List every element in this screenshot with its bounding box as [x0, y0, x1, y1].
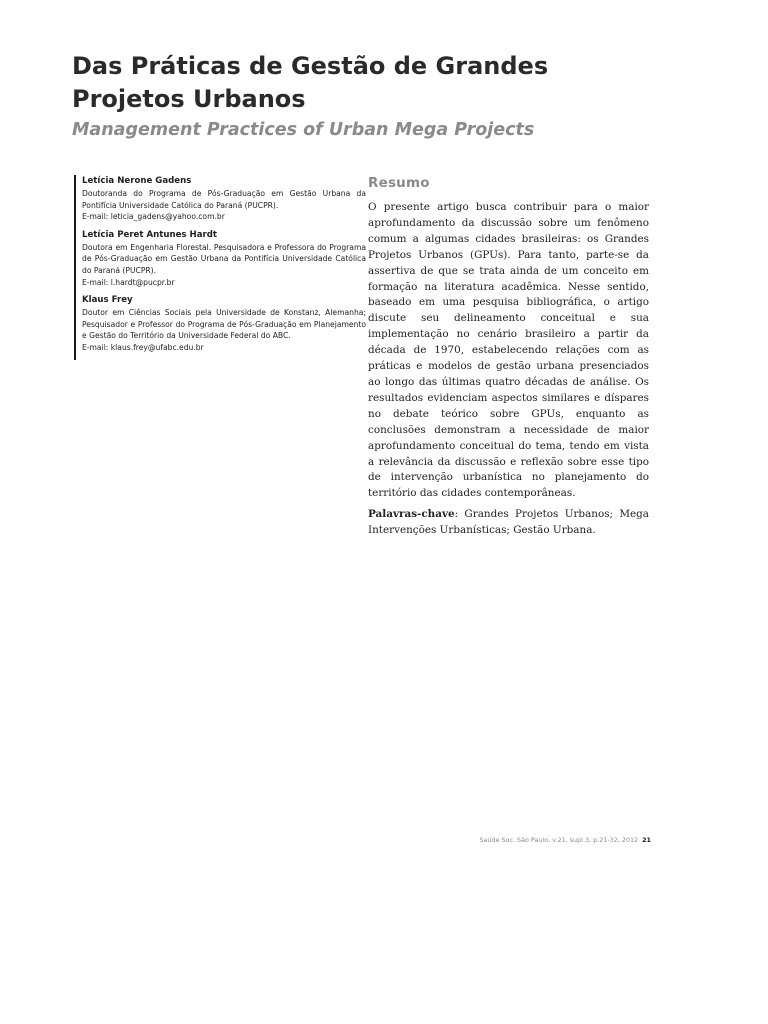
article-title: Das Práticas de Gestão de Grandes Projetos Urbanos	[72, 52, 549, 113]
author-affiliation: Doutoranda do Programa de Pós-Graduação em Gestão Urbana da Pontifícia Universidade Católica do Paraná (PUCPR).	[82, 189, 366, 210]
author-email: E-mail: leticia_gadens@yahoo.com.br	[82, 212, 225, 222]
author-affiliation: Doutor em Ciências Sociais pela Universidade de Konstanz, Alemanha; Pesquisador e Professor do Programa de Pós-Graduação em Planejamento e Gestão do Território da Universidade Federal do ABC.	[82, 308, 366, 341]
keywords-list: : Grandes Projetos Urbanos; Mega Intervenções Urbanísticas; Gestão Urbana.	[368, 508, 649, 536]
author-name: Letícia Nerone Gadens	[82, 176, 192, 186]
author-email: E-mail: l.hardt@pucpr.br	[82, 277, 175, 287]
journal-citation: Saúde Soc. São Paulo, v.21, supl.3, p.21-32, 2012	[479, 836, 639, 844]
keywords-label: Palavras-chave	[368, 508, 455, 520]
author-entry	[82, 294, 366, 353]
article-subtitle: Management Practices of Urban Mega Projects	[72, 120, 535, 140]
author-name: Letícia Peret Antunes Hardt	[82, 229, 218, 240]
page-number: 21	[642, 836, 651, 844]
author-entry	[82, 175, 366, 223]
abstract-heading: Resumo	[368, 175, 430, 191]
author-affiliation: Doutora em Engenharia Florestal. Pesquisadora e Professora do Programa de Pós-Graduação em Gestão Urbana da Pontifícia Universidade Católica do Paraná (PUCPR).	[82, 242, 366, 275]
author-name: Klaus Frey	[82, 295, 133, 306]
author-entry	[82, 229, 366, 288]
abstract-text: O presente artigo busca contribuir para o maior aprofundamento da discussão sobre um fenômeno comum a algumas cidades brasileiras: os Grandes Projetos Urbanos (GPUs). Para tanto, parte-se da assertiva de que se trata ainda de um conceito em formação na literatura acadêmica. Nesse sentido, baseado em uma pesquisa bibliográfica, o artigo discute seu delineamento conceitual e sua implementação no cenário brasileiro a partir da década de 1970, estabelecendo relações com as práticas e modelos de gestão urbana presenciados ao longo das últimas quatro décadas de análise. Os resultados evidenciam aspectos similares e díspares no debate teórico sobre GPUs, enquanto as conclusões demonstram a necessidade de maior aprofundamento conceitual do tema, tendo em vista a relevância da discussão e reflexão sobre esse tipo de intervenção urbanística no planejamento do território das cidades contemporâneas.	[368, 201, 649, 500]
keywords-line	[368, 507, 649, 539]
author-email: E-mail: klaus.frey@ufabc.edu.br	[82, 342, 204, 352]
page-footer	[380, 836, 651, 844]
authors-block	[74, 175, 366, 360]
